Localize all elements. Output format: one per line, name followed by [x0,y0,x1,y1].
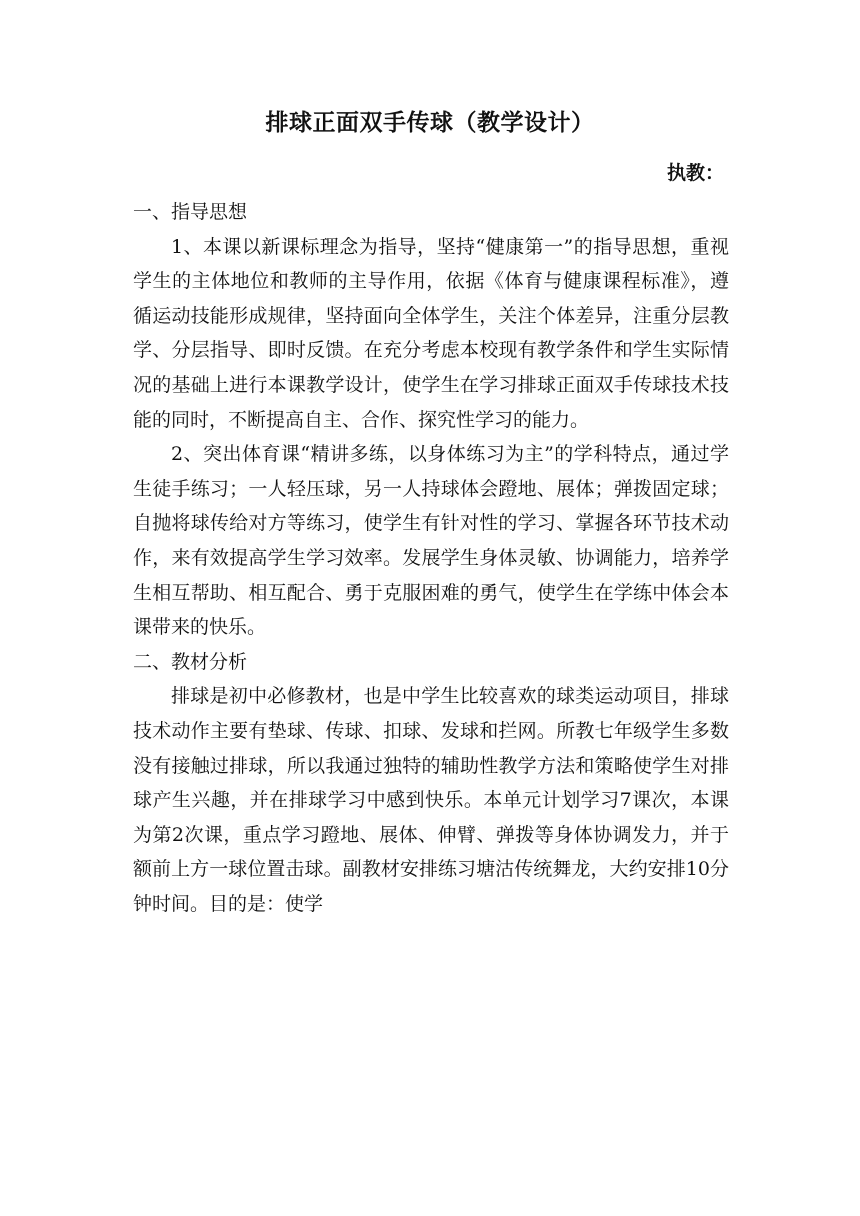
document-title: 排球正面双手传球（教学设计） [265,110,595,136]
paragraph: 1、本课以新课标理念为指导，坚持“健康第一”的指导思想，重视学生的主体地位和教师的主导作用，依据《体育与健康课程标准》，遵循运动技能形成规律，坚持面向全体学生，关注个体差异，注重分层教学、分层指导、即时反馈。在充分考虑本校现有教学条件和学生实际情况的基础上进行本课教学设计，使学生在学习排球正面双手传球技术技能的同时，不断提高自主、合作、探究性学习的能力。 [133,235,729,431]
paragraph: 排球是初中必修教材，也是中学生比较喜欢的球类运动项目，排球技术动作主要有垫球、传球、扣球、发球和拦网。所教七年级学生多数没有接触过排球，所以我通过独特的辅助性教学方法和策略使学生对排球产生兴趣，并在排球学习中感到快乐。本单元计划学习7课次，本课为第2次课，重点学习蹬地、展体、伸臂、弹拨等身体协调发力，并于额前上方一球位置击球。副教材安排练习塘沽传统舞龙，大约安排10分钟时间。目的是：使学 [133,685,729,915]
section-heading-material-analysis: 二、教材分析 [133,650,248,673]
paragraph: 2、突出体育课“精讲多练，以身体练习为主”的学科特点，通过学生徒手练习；一人轻压球，另一人持球体会蹬地、展体；弹拨固定球；自抛将球传给对方等练习，使学生有针对性的学习、掌握各环节技术动作，来有效提高学生学习效率。发展学生身体灵敏、协调能力，培养学生相互帮助、相互配合、勇于克服困难的勇气，使学生在学练中体会本课带来的快乐。 [133,443,729,639]
section-heading-guiding-ideology: 一、指导思想 [133,201,248,223]
instructor-label: 执教： [666,162,724,184]
document-body [133,195,729,921]
